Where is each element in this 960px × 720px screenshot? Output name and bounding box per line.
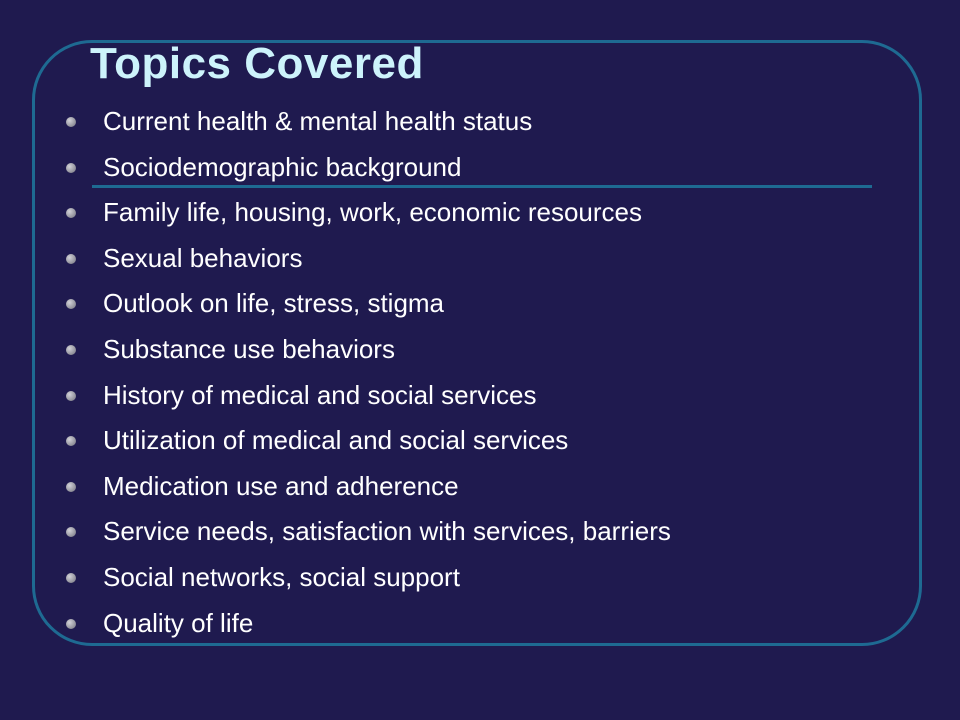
bullet-icon <box>66 254 76 264</box>
topic-item <box>66 464 671 510</box>
topic-item <box>66 99 671 145</box>
topic-label: Current health & mental health status <box>103 106 533 136</box>
topics-list <box>66 99 671 646</box>
topic-item <box>66 281 671 327</box>
topic-item <box>66 327 671 373</box>
bullet-icon <box>66 391 76 401</box>
bullet-icon <box>66 208 76 218</box>
topic-item <box>66 190 671 236</box>
topic-item <box>66 601 671 647</box>
topic-label: Social networks, social support <box>103 561 460 592</box>
topic-item <box>66 373 671 419</box>
topic-item <box>66 145 671 191</box>
topic-label: Family life, housing, work, economic resources <box>103 197 642 228</box>
topic-label: Utilization of medical and social services <box>103 425 569 456</box>
bullet-icon <box>66 527 76 537</box>
topic-label: Sexual behaviors <box>103 242 303 273</box>
bullet-icon <box>66 163 76 173</box>
topic-label: Outlook on life, stress, stigma <box>103 288 445 319</box>
bullet-icon <box>66 117 76 127</box>
topic-item <box>66 555 671 601</box>
topic-label: Sociodemographic background <box>103 151 462 182</box>
bullet-icon <box>66 482 76 492</box>
topic-label: Substance use behaviors <box>103 333 395 364</box>
bullet-icon <box>66 299 76 309</box>
slide-title: Topics Covered <box>90 39 424 88</box>
topic-item <box>66 509 671 555</box>
bullet-icon <box>66 619 76 629</box>
topic-label: History of medical and social services <box>103 379 537 410</box>
bullet-icon <box>66 345 76 355</box>
bullet-icon <box>66 436 76 446</box>
topic-item <box>66 418 671 464</box>
topic-label: Medication use and adherence <box>103 470 459 501</box>
topic-label: Service needs, satisfaction with services, barriers <box>103 516 671 547</box>
topic-item <box>66 236 671 282</box>
topic-label: Quality of life <box>103 607 254 638</box>
bullet-icon <box>66 573 76 583</box>
